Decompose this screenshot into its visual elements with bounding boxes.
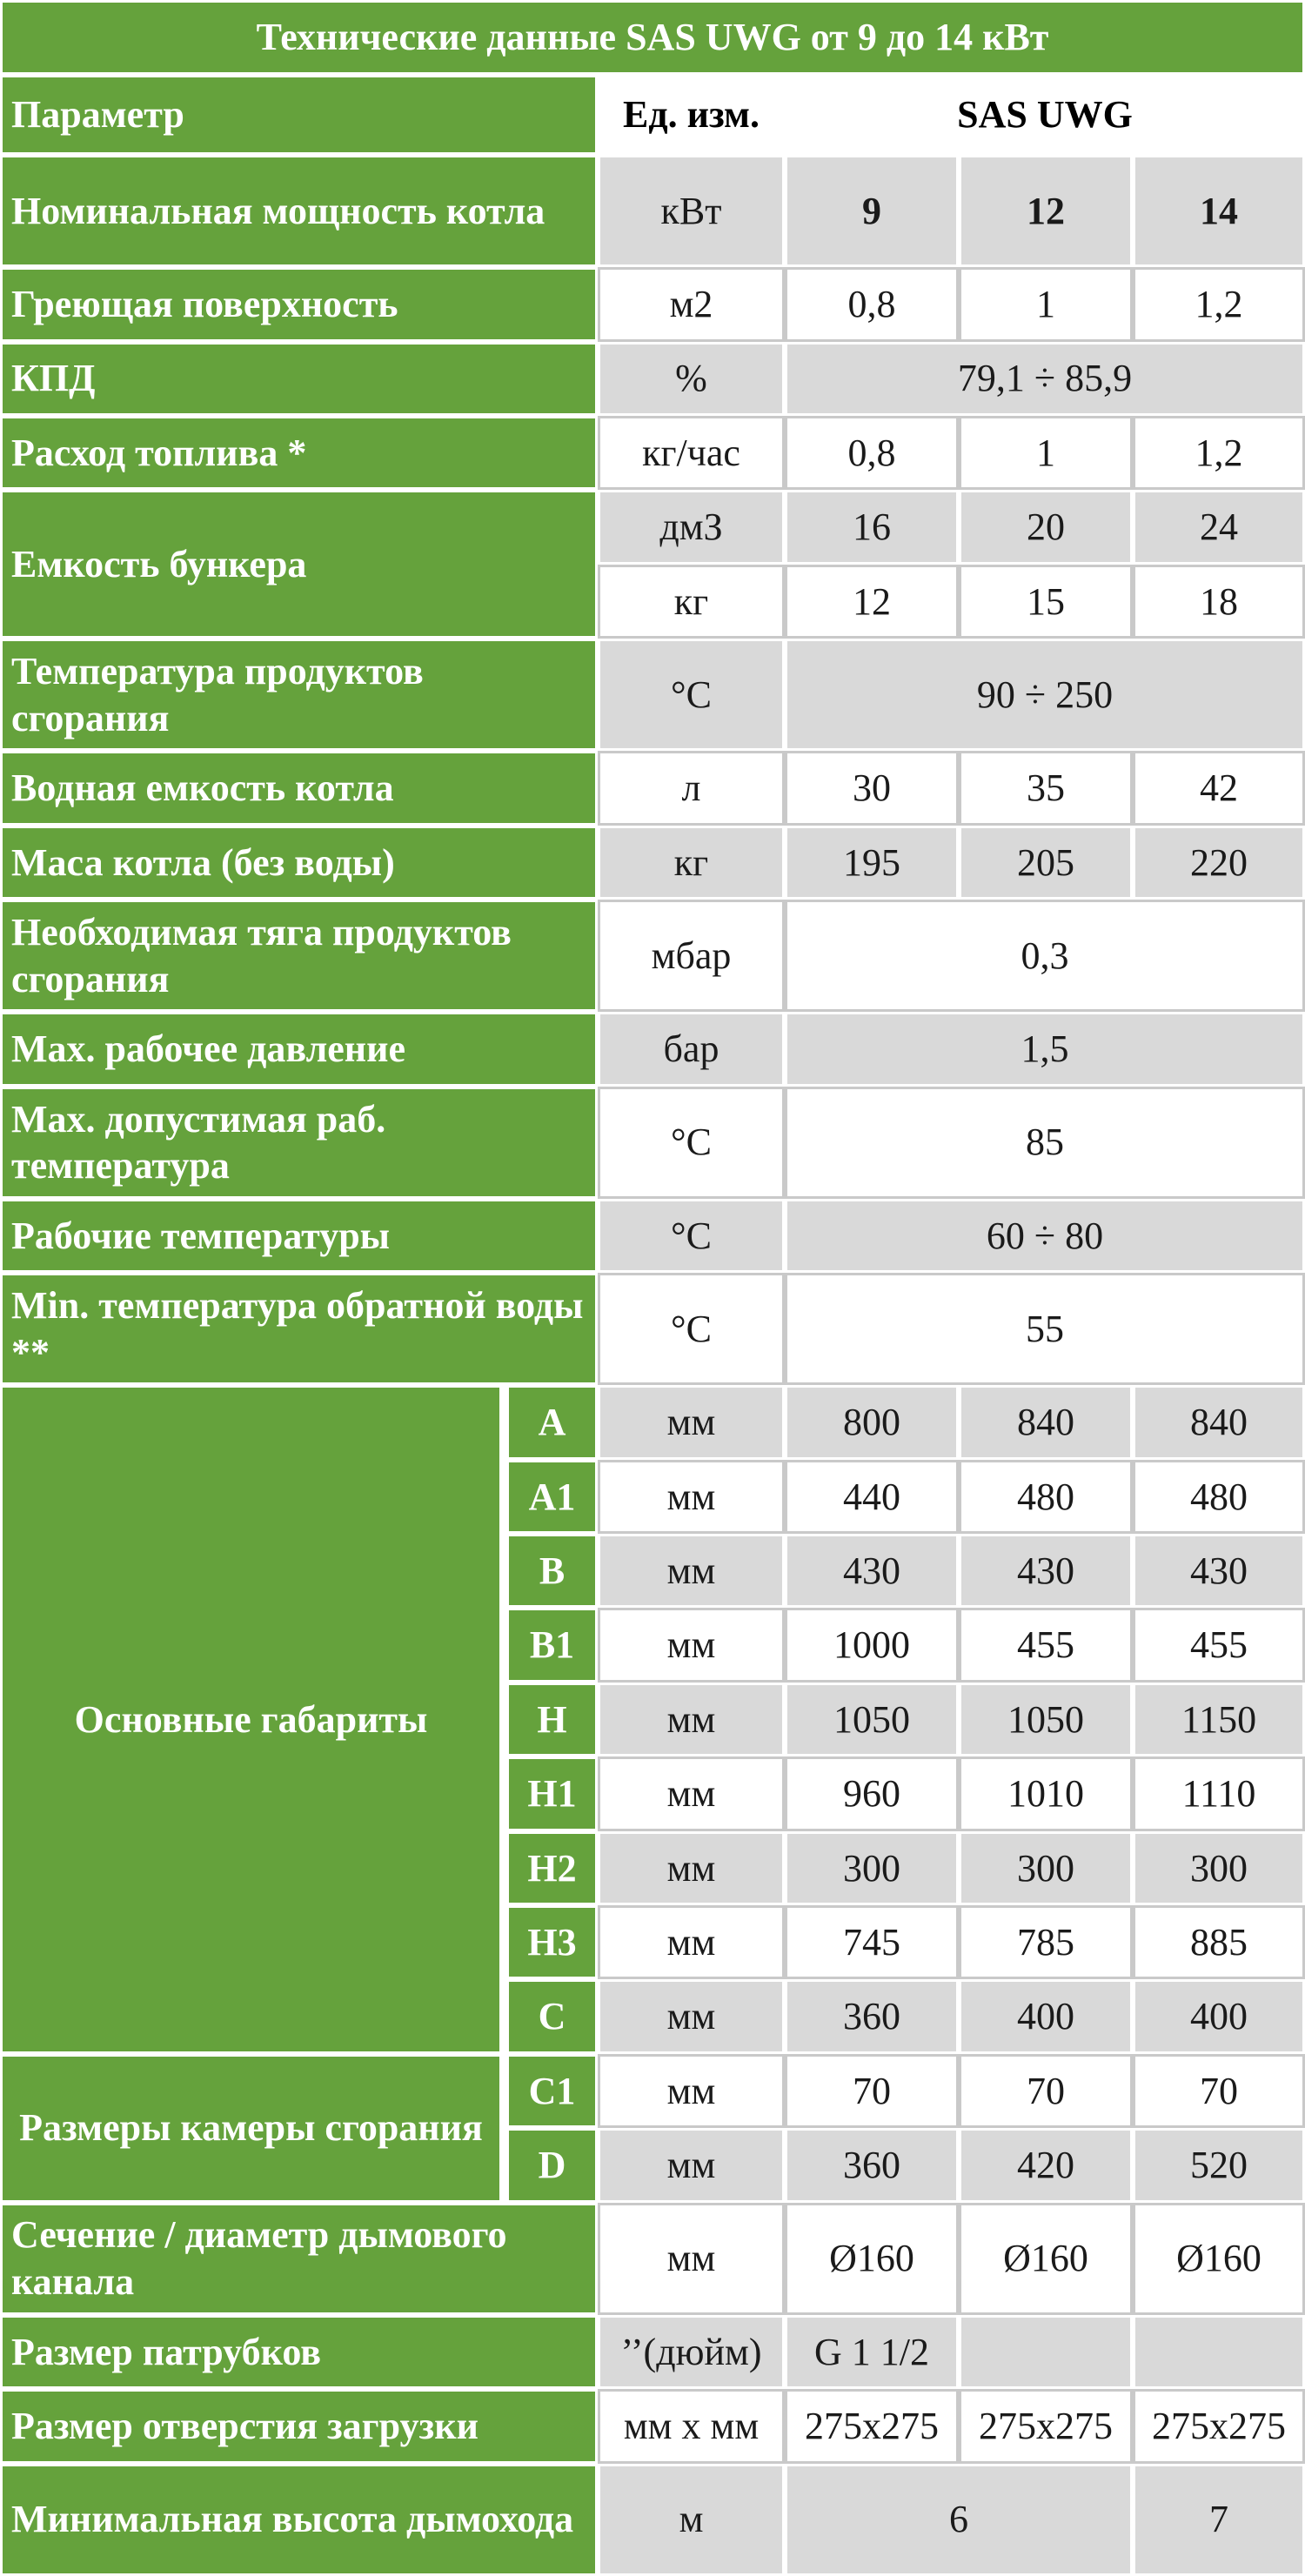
cell-value: 275x275 [785, 2389, 959, 2463]
cell-value: 960 [785, 1756, 959, 1830]
dim-code: A [506, 1385, 598, 1459]
dim-code: B1 [506, 1608, 598, 1682]
cell-value: 195 [785, 826, 959, 900]
row-unit: л [598, 751, 785, 825]
row-label: Греющая поверхность [0, 267, 598, 341]
cell-value: 455 [959, 1608, 1133, 1682]
table-row [0, 342, 1305, 416]
cell-value: 430 [785, 1534, 959, 1608]
cell-value: 1110 [1133, 1756, 1305, 1830]
cell-value: 840 [959, 1385, 1133, 1459]
table-row [0, 751, 1305, 825]
cell-value: 55 [785, 1273, 1305, 1385]
cell-value: 440 [785, 1460, 959, 1534]
dim-code: C1 [506, 2054, 598, 2128]
dimensions-label: Основные габариты [0, 1385, 506, 2054]
cell-value: 1 [959, 416, 1133, 490]
cell-value: 220 [1133, 826, 1305, 900]
row-unit: °C [598, 1087, 785, 1199]
cell-value: 480 [959, 1460, 1133, 1534]
table-title: Технические данные SAS UWG от 9 до 14 кВт [0, 0, 1305, 75]
power-14: 14 [1133, 155, 1305, 267]
cell-value: 7 [1133, 2464, 1305, 2576]
row-unit: кВт [598, 155, 785, 267]
row-unit: мм [598, 1683, 785, 1756]
row-unit: кг [598, 826, 785, 900]
table-row [0, 2054, 1305, 2128]
table-row [0, 639, 1305, 751]
cell-value: Ø160 [959, 2203, 1133, 2315]
row-unit: °C [598, 639, 785, 751]
table-row [0, 1087, 1305, 1199]
header-param: Параметр [0, 75, 598, 155]
row-label: Max. допустимая раб. температура [0, 1087, 598, 1199]
row-unit: мм [598, 1756, 785, 1830]
row-label: Max. рабочее давление [0, 1012, 598, 1086]
cell-value: 1050 [785, 1683, 959, 1756]
cell-value: 70 [959, 2054, 1133, 2128]
cell-value: 70 [1133, 2054, 1305, 2128]
row-unit: м [598, 2464, 785, 2576]
cell-value: 360 [785, 2128, 959, 2202]
row-unit: мм [598, 1385, 785, 1459]
cell-value: 520 [1133, 2128, 1305, 2202]
row-label: Сечение / диаметр дымового канала [0, 2203, 598, 2315]
cell-value: 205 [959, 826, 1133, 900]
row-label: Min. температура обратной воды ** [0, 1273, 598, 1385]
table-row [0, 416, 1305, 490]
row-label: КПД [0, 342, 598, 416]
dim-code: H2 [506, 1831, 598, 1905]
row-unit: кг/час [598, 416, 785, 490]
cell-value: Ø160 [785, 2203, 959, 2315]
table-row [0, 826, 1305, 900]
dim-code: B [506, 1534, 598, 1608]
cell-value: 6 [785, 2464, 1133, 2576]
cell-value: 42 [1133, 751, 1305, 825]
row-unit: кг [598, 565, 785, 639]
cell-value: 24 [1133, 490, 1305, 564]
cell-value: Ø160 [1133, 2203, 1305, 2315]
row-label: Необходимая тяга продуктов сгорания [0, 900, 598, 1012]
row-unit: °C [598, 1273, 785, 1385]
dim-code: H1 [506, 1756, 598, 1830]
cell-value: 430 [959, 1534, 1133, 1608]
row-unit: мбар [598, 900, 785, 1012]
row-label: Минимальная высота дымохода [0, 2464, 598, 2576]
cell-value: 70 [785, 2054, 959, 2128]
row-unit: мм [598, 1831, 785, 1905]
row-label: Размер патрубков [0, 2315, 598, 2389]
dim-code: A1 [506, 1460, 598, 1534]
cell-value: 400 [959, 1979, 1133, 2053]
cell-value: 30 [785, 751, 959, 825]
chamber-label: Размеры камеры сгорания [0, 2054, 506, 2203]
table-row [0, 1199, 1305, 1273]
cell-value: 430 [1133, 1534, 1305, 1608]
table-row [0, 2389, 1305, 2463]
cell-value: 275x275 [1133, 2389, 1305, 2463]
row-label: Температура продуктов сгорания [0, 639, 598, 751]
row-unit: мм [598, 1608, 785, 1682]
table-row [0, 490, 1305, 564]
row-unit: бар [598, 1012, 785, 1086]
row-label: Водная емкость котла [0, 751, 598, 825]
cell-value: 0,3 [785, 900, 1305, 1012]
dim-code: H [506, 1683, 598, 1756]
cell-empty [959, 2315, 1133, 2389]
row-label: Размер отверстия загрузки [0, 2389, 598, 2463]
row-unit: °C [598, 1199, 785, 1273]
row-unit: мм [598, 2054, 785, 2128]
row-unit: % [598, 342, 785, 416]
row-unit: мм [598, 1905, 785, 1979]
cell-value: 1150 [1133, 1683, 1305, 1756]
header-unit: Ед. изм. [598, 75, 785, 155]
cell-value: 35 [959, 751, 1133, 825]
cell-value: 1000 [785, 1608, 959, 1682]
row-unit: м2 [598, 267, 785, 341]
cell-value: 0,8 [785, 267, 959, 341]
cell-value: 1010 [959, 1756, 1133, 1830]
table-row [0, 2464, 1305, 2576]
cell-value: 12 [785, 565, 959, 639]
row-label: Маса котла (без воды) [0, 826, 598, 900]
row-unit: мм [598, 1534, 785, 1608]
power-12: 12 [959, 155, 1133, 267]
row-unit: мм x мм [598, 2389, 785, 2463]
power-9: 9 [785, 155, 959, 267]
dim-code: H3 [506, 1905, 598, 1979]
header-model: SAS UWG [785, 75, 1305, 155]
table-row [0, 1385, 1305, 1459]
table-row [0, 1273, 1305, 1385]
cell-value: 15 [959, 565, 1133, 639]
cell-value: 275x275 [959, 2389, 1133, 2463]
dim-code: C [506, 1979, 598, 2053]
table-row [0, 2315, 1305, 2389]
cell-value: 90 ÷ 250 [785, 639, 1305, 751]
cell-value: 300 [785, 1831, 959, 1905]
table-row [0, 155, 1305, 267]
row-label: Расход топлива * [0, 416, 598, 490]
row-unit: мм [598, 1460, 785, 1534]
row-unit: мм [598, 1979, 785, 2053]
cell-value: 300 [1133, 1831, 1305, 1905]
cell-value: 1,2 [1133, 267, 1305, 341]
cell-empty [1133, 2315, 1305, 2389]
cell-value: 840 [1133, 1385, 1305, 1459]
cell-value: 79,1 ÷ 85,9 [785, 342, 1305, 416]
row-unit: дмЗ [598, 490, 785, 564]
cell-value: 745 [785, 1905, 959, 1979]
cell-value: 1,5 [785, 1012, 1305, 1086]
row-unit: мм [598, 2203, 785, 2315]
cell-value: 1,2 [1133, 416, 1305, 490]
cell-value: 420 [959, 2128, 1133, 2202]
row-unit: мм [598, 2128, 785, 2202]
dim-code: D [506, 2128, 598, 2202]
table-row [0, 2203, 1305, 2315]
cell-value: 785 [959, 1905, 1133, 1979]
cell-value: 800 [785, 1385, 959, 1459]
cell-value: 360 [785, 1979, 959, 2053]
table-row [0, 267, 1305, 341]
cell-value: 455 [1133, 1608, 1305, 1682]
row-label: Емкость бункера [0, 490, 598, 639]
cell-value: 60 ÷ 80 [785, 1199, 1305, 1273]
row-label: Номинальная мощность котла [0, 155, 598, 267]
cell-value: 85 [785, 1087, 1305, 1199]
cell-value: 400 [1133, 1979, 1305, 2053]
cell-value: 300 [959, 1831, 1133, 1905]
cell-value: 0,8 [785, 416, 959, 490]
cell-value: 18 [1133, 565, 1305, 639]
cell-value: 16 [785, 490, 959, 564]
cell-value: 885 [1133, 1905, 1305, 1979]
row-label: Рабочие температуры [0, 1199, 598, 1273]
table-row [0, 900, 1305, 1012]
row-unit: ’’(дюйм) [598, 2315, 785, 2389]
cell-value: 20 [959, 490, 1133, 564]
table-row [0, 1012, 1305, 1086]
cell-value: G 1 1/2 [785, 2315, 959, 2389]
cell-value: 480 [1133, 1460, 1305, 1534]
cell-value: 1050 [959, 1683, 1133, 1756]
cell-value: 1 [959, 267, 1133, 341]
